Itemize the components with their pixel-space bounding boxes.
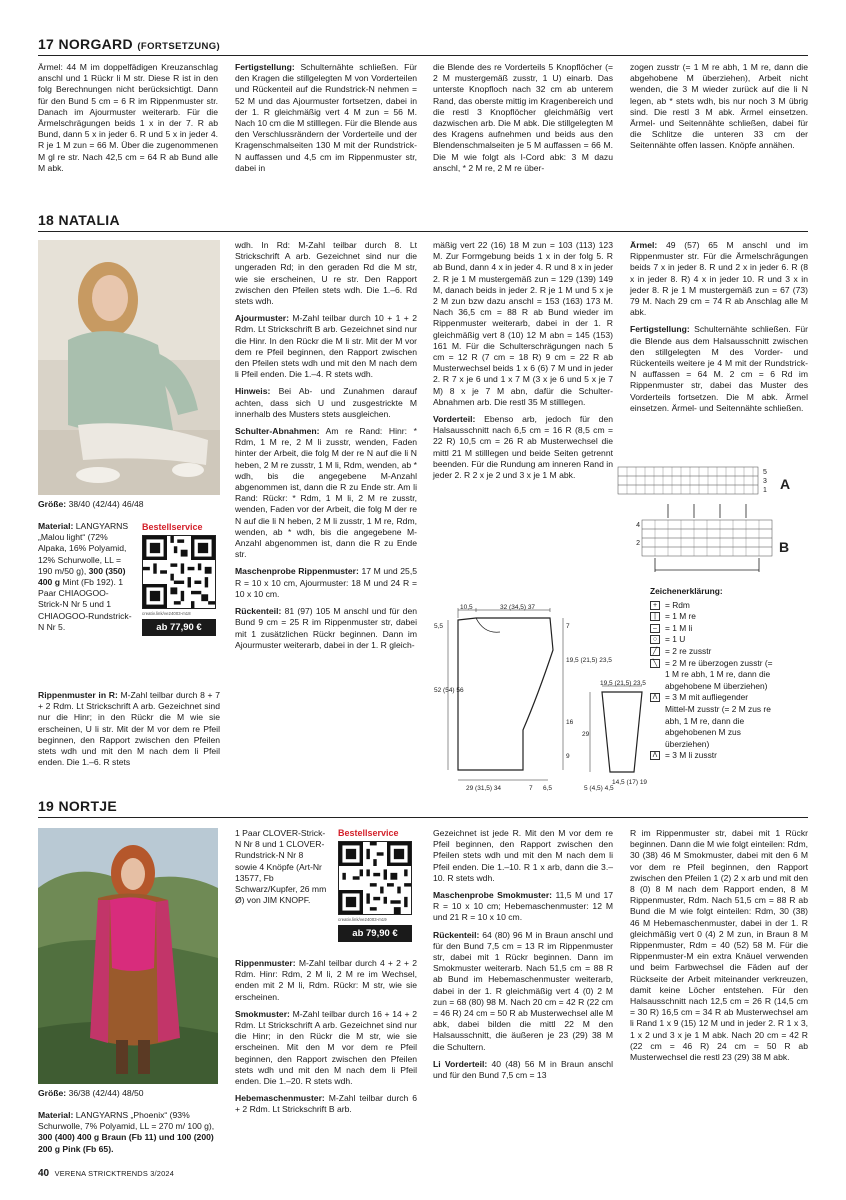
legend-item: ○ = 1 U [650,634,808,646]
material-label: Material: [38,1110,74,1120]
material-text: LANGYARNS „Malou light“ (72% Alpaka, 16% Polyamid, 12% Schurwolle, LL = 190 m/50 g), [38,521,129,576]
dim-top-right: 32 (34,5) 37 [500,604,536,611]
s18-material-block [38,521,132,639]
left-front-continued-text: R im Rippenmuster str, dabei mit 1 Rückr beginnen. Dann die M wie folgt einteilen: Rdm, 30 (38) 46 M Smokmuster, dabei mit den 6 M vor dem re Pfeil beginnen, den Rapport zwischen den Pfeilen 1 (2) 2 x arb und mit den 8 (0) 8 M nach dem Rapport enden, 8 M Rippenmuster, Rdm. Nach 51,5 cm = 88 R ab Bund die M wie folgt einteilen: Rdm, 30 (38) 46 M Hebemaschenmuster, dabei in der 1. R gleichmäßig vert 0 (4) 2 M zun, in Braun 8 M Rippenmuster, Rdm = 40 (52) 58 M. Für die Rippenmuster-M ein extra Knäuel verwenden und beim Farbwechsel die Fäden auf der Rückseite der Arbeit miteinander verkreuzen, damit keine Löcher entstehen. Für den Halsausschnitt nach 12,5 cm = 26 R (14,5 cm = 30 R) 16,5 cm = 34 R ab Musterwechsel am li Rand 1 x 9 (15) 12 M und in jeder 2. R 1 x 3, 1 x 2 und 3 x je 1 M abk. Nach 20 cm = 42 R (22 cm = 46 R) 24 cm = 50 R ab Musterwechsel die restl 23 (29) 38 M abk. [630,828,808,1063]
s18-column-2 [235,240,417,657]
rib-text: M-Zahl teilbar durch 8 + 7 + 2 Rdm. Lt Strickschrift A arb. Gezeichnet sind nur die Hinr; in den Rückr die M wie sie erscheinen, U li str. Mit der M vor dem re Pfeil beginnen, den Rapport zwischen den Pfeilen stets wdh und mit den M nach dem li Pfeil enden. Die 1.–6. R stets [38,690,220,768]
gauge-label: Maschenprobe Smokmuster: [433,890,553,901]
chart-b-label: B [779,539,790,555]
dim-right-c: 16 [566,719,574,726]
qr-code-graphic [143,536,215,608]
s17-icord-text: zogen zusstr (= 1 M re abh, 1 M re, dann die abgehobene M überziehen), Arbeit nicht wenden, die 3 M wieder zurück auf die li N legen, ab * stets wdh, bis nur noch 3 M übrig sind. Die restl 3 M abk. Ärmel einsetzen. Ärmel- und Seitennähte schließen, dabei für die Schlitze die unteren 33 cm der Seitennähte offen lassen. Knöpfe annähen. [630,62,808,151]
nortje-model-photo [38,828,218,1084]
s19-tools-block [235,828,327,912]
s19-order-service[interactable] [338,828,416,942]
shoulder-text: Am re Rand: Hinr: * Rdm, 1 M re, 2 M li zusstr, wenden, Faden hinter der Arbeit, die folg M der re N auf die li N heben, 2 M re zusstr, 1 M li, Rdm, wenden, ab * wdh, bis die angegebene M-Anzahl abgenommen ist, dann die R zu Ende str. Am li Rand: Rückr: * Rdm, 1 M li, 2 M re zusstr, wenden, Faden vor der Arbeit, die folg M der re N auf die li N heben, 2 M li zusstr, 1 M re, Rdm, wenden, ab * wdh, bis die angegebene M-Anzahl abgenommen ist, dann die R zu Ende str. [235,426,417,560]
section-number: 19 [38,798,54,814]
ajour-label: Ajourmuster: [235,313,289,324]
back-label: Rückenteil: [433,929,480,940]
natalia-model-photo [38,240,220,495]
left-front-label: Li Vorderteil: [433,1058,488,1069]
section-subtitle: (FORTSETZUNG) [137,41,221,52]
dim-top-left: 10,5 [460,604,473,611]
s19-column-2 [235,958,417,1122]
s19-size-block [38,1088,218,1105]
s19-column-3 [433,828,613,1087]
chart-b-row-2: 2 [636,540,640,547]
s17-column-2 [235,62,417,180]
s17-finishing-label: Fertigstellung: [235,62,295,72]
dim-sleeve-top: 19,5 (21,5) 23,5 [600,680,646,687]
dim-side-a: 5,5 [434,623,444,630]
section-title: NORGARD [58,36,133,52]
back-continued-text: mäßig vert 22 (16) 18 M zun = 103 (113) 123 M. Zur Formgebung beids 1 x in der folg 5. R ab Bund, dann 4 x in jeder 4. R und 8 x in jeder 2. R je 1 M mustergemäß zun = 129 (139) 149 M, danach beids in jeder 2. R je 1 M und 5 x je 2 M zun bzw dazu anschl = 153 (163) 173 M. Nach 36,5 cm = 88 R ab Bund wieder im Rippenmuster weiterarb, dabei in der 1. R gleichmäßig vert 8 (10) 12 M abn = 145 (153) 161 M. Für die Schulterschrägungen nach 5 cm = 12 R (7 cm = 18 R) 9 cm = 22 R ab Musterwechsel beids 1 x 6 (6) 7 M und in jeder 2. R 7 x je 6 und 1 x 7 M (3 x je 6 und 5 x je 7 M) 8 x je 7 M abn, dafür die Schulter-Abnahmen arb. Die restl 35 M stilllegen. [433,240,613,407]
order-service-title: Bestellservice [142,522,203,532]
tools-text: 1 Paar CHIAOGOO-Strick-N Nr 5 und 1 CHIAOGOO-Rundstrick-N Nr 5. [38,577,132,632]
material-label: Material: [38,521,74,531]
double-decrease-icon: Λ [650,693,660,702]
smock-text: M-Zahl teilbar durch 16 + 14 + 2 Rdm. Lt Strickschrift A arb. Gezeichnet sind nur die Hinr; in den Rückr die M str, wie sie erscheinen. Mit den M vor dem re Pfeil beginnen, den Rapport zwischen den Pfeilen stets wdh und mit den M nach dem li Pfeil enden. Die 1.–20. R stets wdh. [235,1008,417,1087]
chart-b [636,500,808,590]
material-amount: 300 (400) 400 g Braun (Fb 11) und 100 (200) 200 g Pink (Fb 65). [38,1132,214,1154]
legend-item: – = 1 M li [650,623,808,635]
decrease-right-icon: ╱ [650,647,660,656]
gauge-text: 17 M und 25,5 R = 10 x 10 cm, Ajourmuster: 18 M und 24 R = 10 x 10 cm. [235,566,417,599]
s18-column-4 [630,240,808,420]
tools-text: 1 Paar CLOVER-Strick-N Nr 8 und 1 CLOVER-Rundstrick-N Nr 8 sowie 4 Knöpfe (Art-Nr 13577, Fb Schwarz/Kupfer, 26 mm Ø) von JIM KNOPF. [235,828,327,906]
size-label: Größe: [38,499,67,509]
dim-left-total: 52 (54) 56 [434,687,464,694]
dim-sleeve-bottom-left: 5 (4,5) 4,5 [584,785,614,792]
hint-label: Hinweis: [235,386,271,397]
back-text: 81 (97) 105 M anschl und für den Bund 9 cm = 25 R im Rippenmuster str, dabei mit 1 zusätzlichen Rückr beginnen. Dann im Ajourmuster weiterarb, dabei in der 1. R gleich- [235,606,417,650]
material-color: Mint (Fb 192). [62,577,116,588]
order-service-title: Bestellservice [338,828,399,838]
s19-material-block [38,1110,218,1161]
dim-bottom-b: 7 [529,785,533,792]
chart-a-row-1: 1 [763,487,767,494]
sleeve-text: 49 (57) 65 M anschl und im Rippenmuster str. Für die Ärmelschrägungen beids 7 x in jeder 8. R und 2 x in jeder 6. R (8 x in jeder 8. R) 4 x in jeder 10. R und 3 x in jeder 8. R je 1 M mustergemäß zun = 67 (73) 79 M. Nach 29 cm = 74 R ab Anschlag alle M abk. [630,240,809,318]
material-text: LANGYARNS „Phoenix“ (93% Schurwolle, 7% Polyamid, LL = 270 m/ 100 g), [38,1110,215,1132]
s17-column-4 [630,62,808,158]
smock-label: Smokmuster: [235,1008,290,1019]
sleeve-label: Ärmel: [630,240,658,250]
section-19-heading [38,798,808,818]
ajour-text: M-Zahl teilbar durch 10 + 1 + 2 Rdm. Lt Strickschrift B arb. Gezeichnet sind nur die Hinr. In den Rückr die M li str. Mit der M vor dem re Pfeil beginnen, den Rapport zwischen den Pfeilen stets wdh und mit den M nach dem li Pfeil enden. Die 1.–4. R stets wdh. [235,313,417,380]
order-service-url[interactable]: creativ.link/ve24003-m18 [142,611,191,616]
natalia-photo-image [38,240,220,495]
bar-icon: | [650,612,660,621]
dim-right-a: 7 [566,623,570,630]
section-title: NATALIA [58,212,120,228]
dim-bottom: 29 (31,5) 34 [466,785,502,792]
qr-code-icon[interactable] [142,535,216,609]
s18-column-3 [433,240,613,487]
chart-a [618,465,808,500]
purl3-icon: Ʌ [650,751,660,760]
chart-b-row-4: 4 [636,522,640,529]
s18-size-block [38,499,220,516]
rib-label: Rippenmuster in R: [38,690,118,700]
legend-title: Zeichenerklärung: [650,586,723,596]
shoulder-label: Schulter-Abnahmen: [235,426,320,437]
hint-text: Bei Ab- und Zunahmen darauf achten, dass sich U und zusgestrickte M innerhalb des Musters stets ausgleichen. [235,386,417,419]
section-number: 18 [38,212,54,228]
s17-sleeve-text: Ärmel: 44 M im doppelfädigen Kreuzanschlag anschl und 1 Rückr li M str. Diese R ist in den folg Berechnungen nicht berücksichtigt. Dann für den Bund 5 cm = 6 R im Rippenmuster str. Danach im Ajourmuster weiterarb. Für die Ärmelschrägungen beids 1 x in der 7. R ab Bund, dann 5 x in jeder 6. R und 5 x in jeder 4. R je 1 M zun = 66 M. Über die zugenommenen M gl re str. Nach 42,5 cm = 64 R ab Bund alle M abk. [38,62,218,173]
rounds-text: wdh. In Rd: M-Zahl teilbar durch 8. Lt Strickschrift A arb. Gezeichnet sind nur die ungeraden Rd; in den geraden Rd die M str, wie sie erscheinen, U re str. Den Rapport zwischen den Pfeilen stets wdh. Die 1.–6. Rd stets wdh. [235,240,417,307]
chart-a-label: A [780,476,791,492]
gauge-text: 11,5 M und 17 R = 10 x 10 cm; Hebemaschenmuster: 12 M und 21 R = 10 x 10 cm. [433,890,614,923]
finishing-text: Schulternähte schließen. Für die Blende aus dem Halsausschnitt zwischen den stillgelegten M des Vorder- und Rückenteils weitere je 4 M mit der Rundstrick-N auffassen = 64 M. 2 cm = 6 Rd im Rippenmuster str, dabei das Muster des Vorderteils fortsetzen. Die M abk. Ärmel einsetzen. Ärmel- und Seitennähte schließen. [630,324,808,413]
chart-legend [650,586,808,762]
dim-bottom-c: 6,5 [543,785,553,792]
qr-code-graphic [339,842,411,914]
size-label: Größe: [38,1088,67,1098]
plus-icon: + [650,601,660,610]
size-value: 36/38 (42/44) 48/50 [68,1088,144,1098]
page-number: 40 [38,1168,50,1179]
magazine-name: VERENA STRICKTRENDS 3/2024 [54,1169,175,1178]
legend-item: | = 1 M re [650,611,808,623]
qr-code-icon[interactable] [338,841,412,915]
back-text: 64 (80) 96 M in Braun anschl und für den Bund 7,5 cm = 13 R im Rippenmuster str, dabei mit 1 Rückr beginnen. Dann im Smokmuster weiterarb. Nach 51,5 cm = 88 R ab Bund im Hebemaschenmuster weiterarb, dabei in der 1. R gleichmäßig vert 4 (0) 2 M zun = 68 (80) 98 M. Nach 20 cm = 42 R (22 cm = 46 R) 24 cm = 50 R ab Musterwechsel alle M abk, dabei bilden die mittl 22 M den Halsausschnitt, die äußeren je 23 (29) 38 M die Schultern. [433,929,614,1052]
s17-column-3 [433,62,613,180]
dim-sleeve-bottom-right: 14,5 (17) 19 [612,779,648,786]
dim-sleeve-height: 29 [582,731,590,738]
back-label: Rückenteil: [235,606,282,617]
section-title: NORTJE [58,798,118,814]
chart-a-row-5: 5 [763,469,767,476]
dim-right-d: 9 [566,753,570,760]
section-18-heading [38,212,808,232]
legend-item: + = Rdm [650,600,808,612]
legend-item: ╱ = 2 re zusstr [650,646,808,658]
s17-finishing-text: Schulternähte schließen. Für den Kragen die stillgelegten M von Vorderteilen und Rückenteil auf die Rundstrick-N nehmen = 52 M und das Ajourmuster fortsetzen, dabei in der 1. R gleichmäßig vert 4 M zun = 56 M. Nach 10 cm die M stilllegen. Für die Blende aus den Verschlussrändern der Vorderteile und der Kragenschmalseiten 130 M mit der Rundstrick-N auffassen und 4,5 cm im Rippenmuster str, dabei in [235,62,417,173]
legend-item: Ʌ = 3 M li zusstr [650,750,808,762]
chart-a-row-3: 3 [763,478,767,485]
s19-column-4 [630,828,808,1069]
circle-icon: ○ [650,635,660,644]
dim-right-b: 19,5 (21,5) 23,5 [566,657,612,664]
order-service-url[interactable]: creativ.link/ve24003-m19 [338,917,387,922]
front-text: Ebenso arb, jedoch für den Halsausschnitt nach 6,5 cm = 16 R (8,5 cm = 22 R) 10,5 cm = 26 R ab Musterwechsel die mittl 21 M stilllegen und beide Seiten getrennt beenden. Für die Rundung am inneren Rand in jeder 2. R 2 x je 2 und 3 x je 1 M abk. [433,414,614,481]
slipstitch-text: M-Zahl teilbar durch 6 + 2 Rdm. Lt Strickschrift B arb. [235,1093,417,1115]
nortje-photo-image [38,828,218,1084]
rib-text: M-Zahl teilbar durch 4 + 2 + 2 Rdm. Hinr: Rdm, 2 M li, 2 M re im Wechsel, enden mit 2 M li, Rdm. Rückr: M str, wie sie erscheinen. [235,958,417,1002]
gauge-label: Maschenprobe Rippenmuster: [235,566,359,577]
left-front-text: 40 (48) 56 M in Braun anschl und für den Bund 7,5 cm = 13 [433,1058,613,1081]
section-number: 17 [38,36,54,52]
front-outline [458,618,553,770]
page-footer [38,1168,174,1179]
front-label: Vorderteil: [433,414,476,425]
s17-column-1 [38,62,218,180]
sleeve-outline [602,692,642,772]
size-value: 38/40 (42/44) 46/48 [68,499,144,509]
legend-item: Λ = 3 M mit aufliegender Mittel-M zusstr (= 2 M zus re abh, 1 M re, dann die abgehobenen M zus überziehen) [650,692,808,750]
s18-column-1 [38,690,220,774]
decrease-left-icon: ╲ [650,659,660,668]
slipstitch-label: Hebemaschenmuster: [235,1093,325,1104]
chart-a-grid [618,465,808,500]
s18-order-service[interactable] [142,522,220,636]
material-amount: 300 (350) 400 g [38,565,126,588]
chart-b-grid [636,500,808,590]
dash-icon: – [650,624,660,633]
slipstitch-continued-text: Gezeichnet ist jede R. Mit den M vor dem re Pfeil beginnen, den Rapport zwischen den Pfeilen stets wdh und mit den M nach dem li Pfeil enden. Die 1.–10. R 1 x arb, dann die 3.–10. R stets wdh. [433,828,613,883]
neckline-curve [476,618,500,632]
finishing-label: Fertigstellung: [630,324,690,335]
legend-item: ╲ = 2 M re überzogen zusstr (= 1 M re abh, 1 M re, dann die abgehobene M überziehen) [650,658,808,693]
s17-band-text: die Blende des re Vorderteils 5 Knopflöcher (= 2 M mustergemäß zusstr, 1 U) einarb. Das unterste Knopfloch nach 32 cm ab unterem Rand, das oberste mittig im Kragenbereich und die restl 3 Knopflöcher gleichmäßig vert dazwischen arb. Die M abk. Die stillgelegten M des Kragens aufnehmen und beids aus den Blendenschmalseiten je 5 M auffassen = 66 M. Die M wie folgt als I-Cord abk: 3 M dazu anschl, * 2 M re, 2 M re über- [433,62,613,173]
price-badge: ab 79,90 € [338,925,412,942]
price-badge: ab 77,90 € [142,619,216,636]
rib-label: Rippenmuster: [235,958,296,968]
section-17-heading [38,36,808,56]
